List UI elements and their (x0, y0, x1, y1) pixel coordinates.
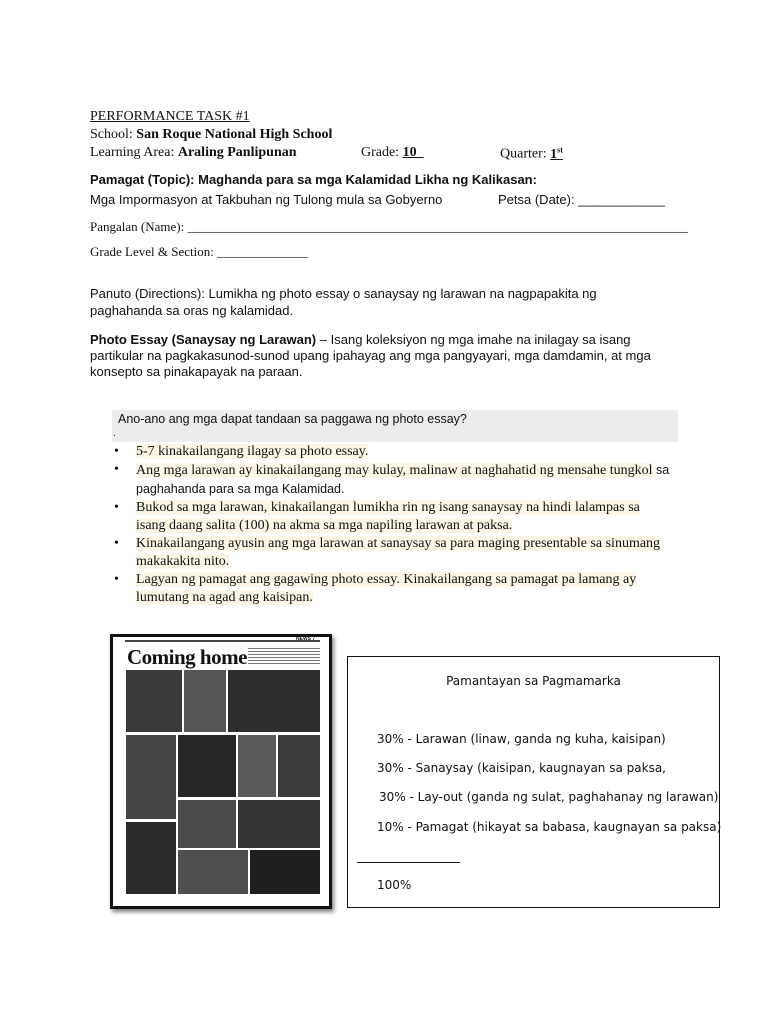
task-title: PERFORMANCE TASK #1 (90, 109, 250, 124)
topic-title: Maghanda para sa mga Kalamidad Likha ng Kalikasan: (198, 172, 537, 187)
school-label: School: (90, 127, 133, 142)
school-name: San Roque National High School (136, 127, 333, 142)
topic-label: Pamagat (Topic): (90, 172, 195, 187)
grade-label: Grade: (361, 145, 400, 160)
topic-subtitle: Mga Impormasyon at Takbuhan ng Tulong mula sa Gobyerno (90, 192, 443, 207)
list-item (112, 571, 672, 607)
sample-caption-text (248, 648, 320, 666)
date-blank: ____________ (578, 192, 665, 207)
list-item-text-tail: sa paghahanda para sa mga Kalamidad. (136, 463, 670, 496)
grade-row (361, 145, 424, 161)
rubric-title: Pamantayan sa Pagmamarka (446, 674, 621, 688)
directions (90, 285, 670, 319)
date-field[interactable] (498, 192, 665, 207)
list-item-text: Kinakailangang ayusin ang mga larawan at sanaysay sa para maging presentable sa sinumang makakakita nito. (136, 536, 661, 569)
list-item-text: Lagyan ng pamagat ang gagawing photo essay. Kinakailangang sa pamagat pa lamang ay lumutang na agad ang kaisipan. (136, 572, 637, 605)
sample-photo (278, 735, 320, 797)
sample-photo (238, 800, 320, 848)
list-item (112, 535, 672, 571)
reminders-list (112, 443, 672, 607)
rubric-item: 30% - Larawan (linaw, ganda ng kuha, kaisipan) (377, 732, 666, 746)
sample-issue-label: NEWS 7 (296, 636, 316, 642)
bullet-icon: • (114, 500, 119, 515)
learning-area-label: Learning Area: (90, 145, 175, 160)
definition-dash: – (319, 332, 327, 347)
rubric-item: 30% - Lay-out (ganda ng sulat, paghahanay ng larawan) (379, 790, 719, 804)
grade-section-label: Grade Level & Section: (90, 244, 214, 259)
list-item-text: Bukod sa mga larawan, kinakailangan lumikha rin ng isang sanaysay na hindi lalampas sa isang daang salita (100) na akma sa mga napiling larawan at paksa. (136, 500, 640, 533)
sample-photo (126, 822, 176, 894)
quarter-row (500, 145, 563, 163)
sample-photo (228, 670, 320, 732)
list-item-text: Ang mga larawan ay kinakailangang may kulay, malinaw at naghahatid ng mensahe tungkol (136, 463, 653, 478)
question-dot: . (113, 428, 116, 439)
name-field[interactable] (90, 219, 688, 235)
bullet-icon: • (114, 572, 119, 587)
sample-header-rule (125, 640, 320, 642)
sample-title: Coming home (127, 645, 247, 669)
sample-photo (178, 735, 236, 797)
sample-photo (250, 850, 320, 894)
directions-text: Lumikha ng photo essay o sanaysay ng larawan na nagpapakita ng paghahanda sa oras ng kalamidad. (90, 286, 597, 318)
rubric-item: 30% - Sanaysay (kaisipan, kaugnayan sa paksa, (377, 761, 666, 775)
rubric-total: 100% (377, 878, 412, 892)
sample-photo (238, 735, 276, 797)
grade-value: 10 (402, 145, 417, 160)
definition-term: Photo Essay (Sanaysay ng Larawan) (90, 332, 317, 347)
definition-text: Isang koleksiyon ng mga imahe na inilagay sa isang partikular na pagkakasunod-sunod upang ipahayag ang mga pangyayari, mga damdamin, at mga konsepto sa pinakapayak na paraan. (90, 332, 651, 379)
photo-essay-definition (90, 332, 680, 380)
topic-line (90, 172, 537, 187)
directions-label: Panuto (Directions): (90, 286, 205, 301)
date-label: Petsa (Date): (498, 192, 575, 207)
rubric-total-rule (357, 862, 460, 863)
quarter-label: Quarter: (500, 146, 547, 162)
sample-photo (178, 800, 236, 848)
quarter-value: 1st (550, 145, 563, 162)
sample-photo (126, 735, 176, 819)
learning-area-row (90, 145, 297, 161)
name-label: Pangalan (Name): (90, 219, 185, 234)
list-item (112, 443, 672, 461)
sample-photo (126, 670, 182, 732)
list-item (112, 461, 672, 499)
grade-section-blank: ______________ (217, 244, 309, 259)
sample-photo (178, 850, 248, 894)
rubric-item: 10% - Pamagat (hikayat sa babasa, kaugnayan sa paksa) (377, 820, 722, 834)
learning-area-value: Araling Panlipunan (177, 145, 297, 160)
list-item-text: 5-7 kinakailangang ilagay sa photo essay. (136, 444, 369, 459)
reminders-question: Ano-ano ang mga dapat tandaan sa paggawa ng photo essay? (118, 412, 467, 426)
grade-section-field[interactable] (90, 244, 308, 260)
bullet-icon: • (114, 536, 119, 551)
name-blank: _____________________________________________________________________________ (187, 219, 688, 234)
sample-photo (184, 670, 226, 732)
bullet-icon: • (114, 444, 119, 459)
rubric-box (347, 656, 720, 908)
school-row (90, 127, 332, 143)
bullet-icon: • (114, 462, 119, 477)
list-item (112, 499, 672, 535)
